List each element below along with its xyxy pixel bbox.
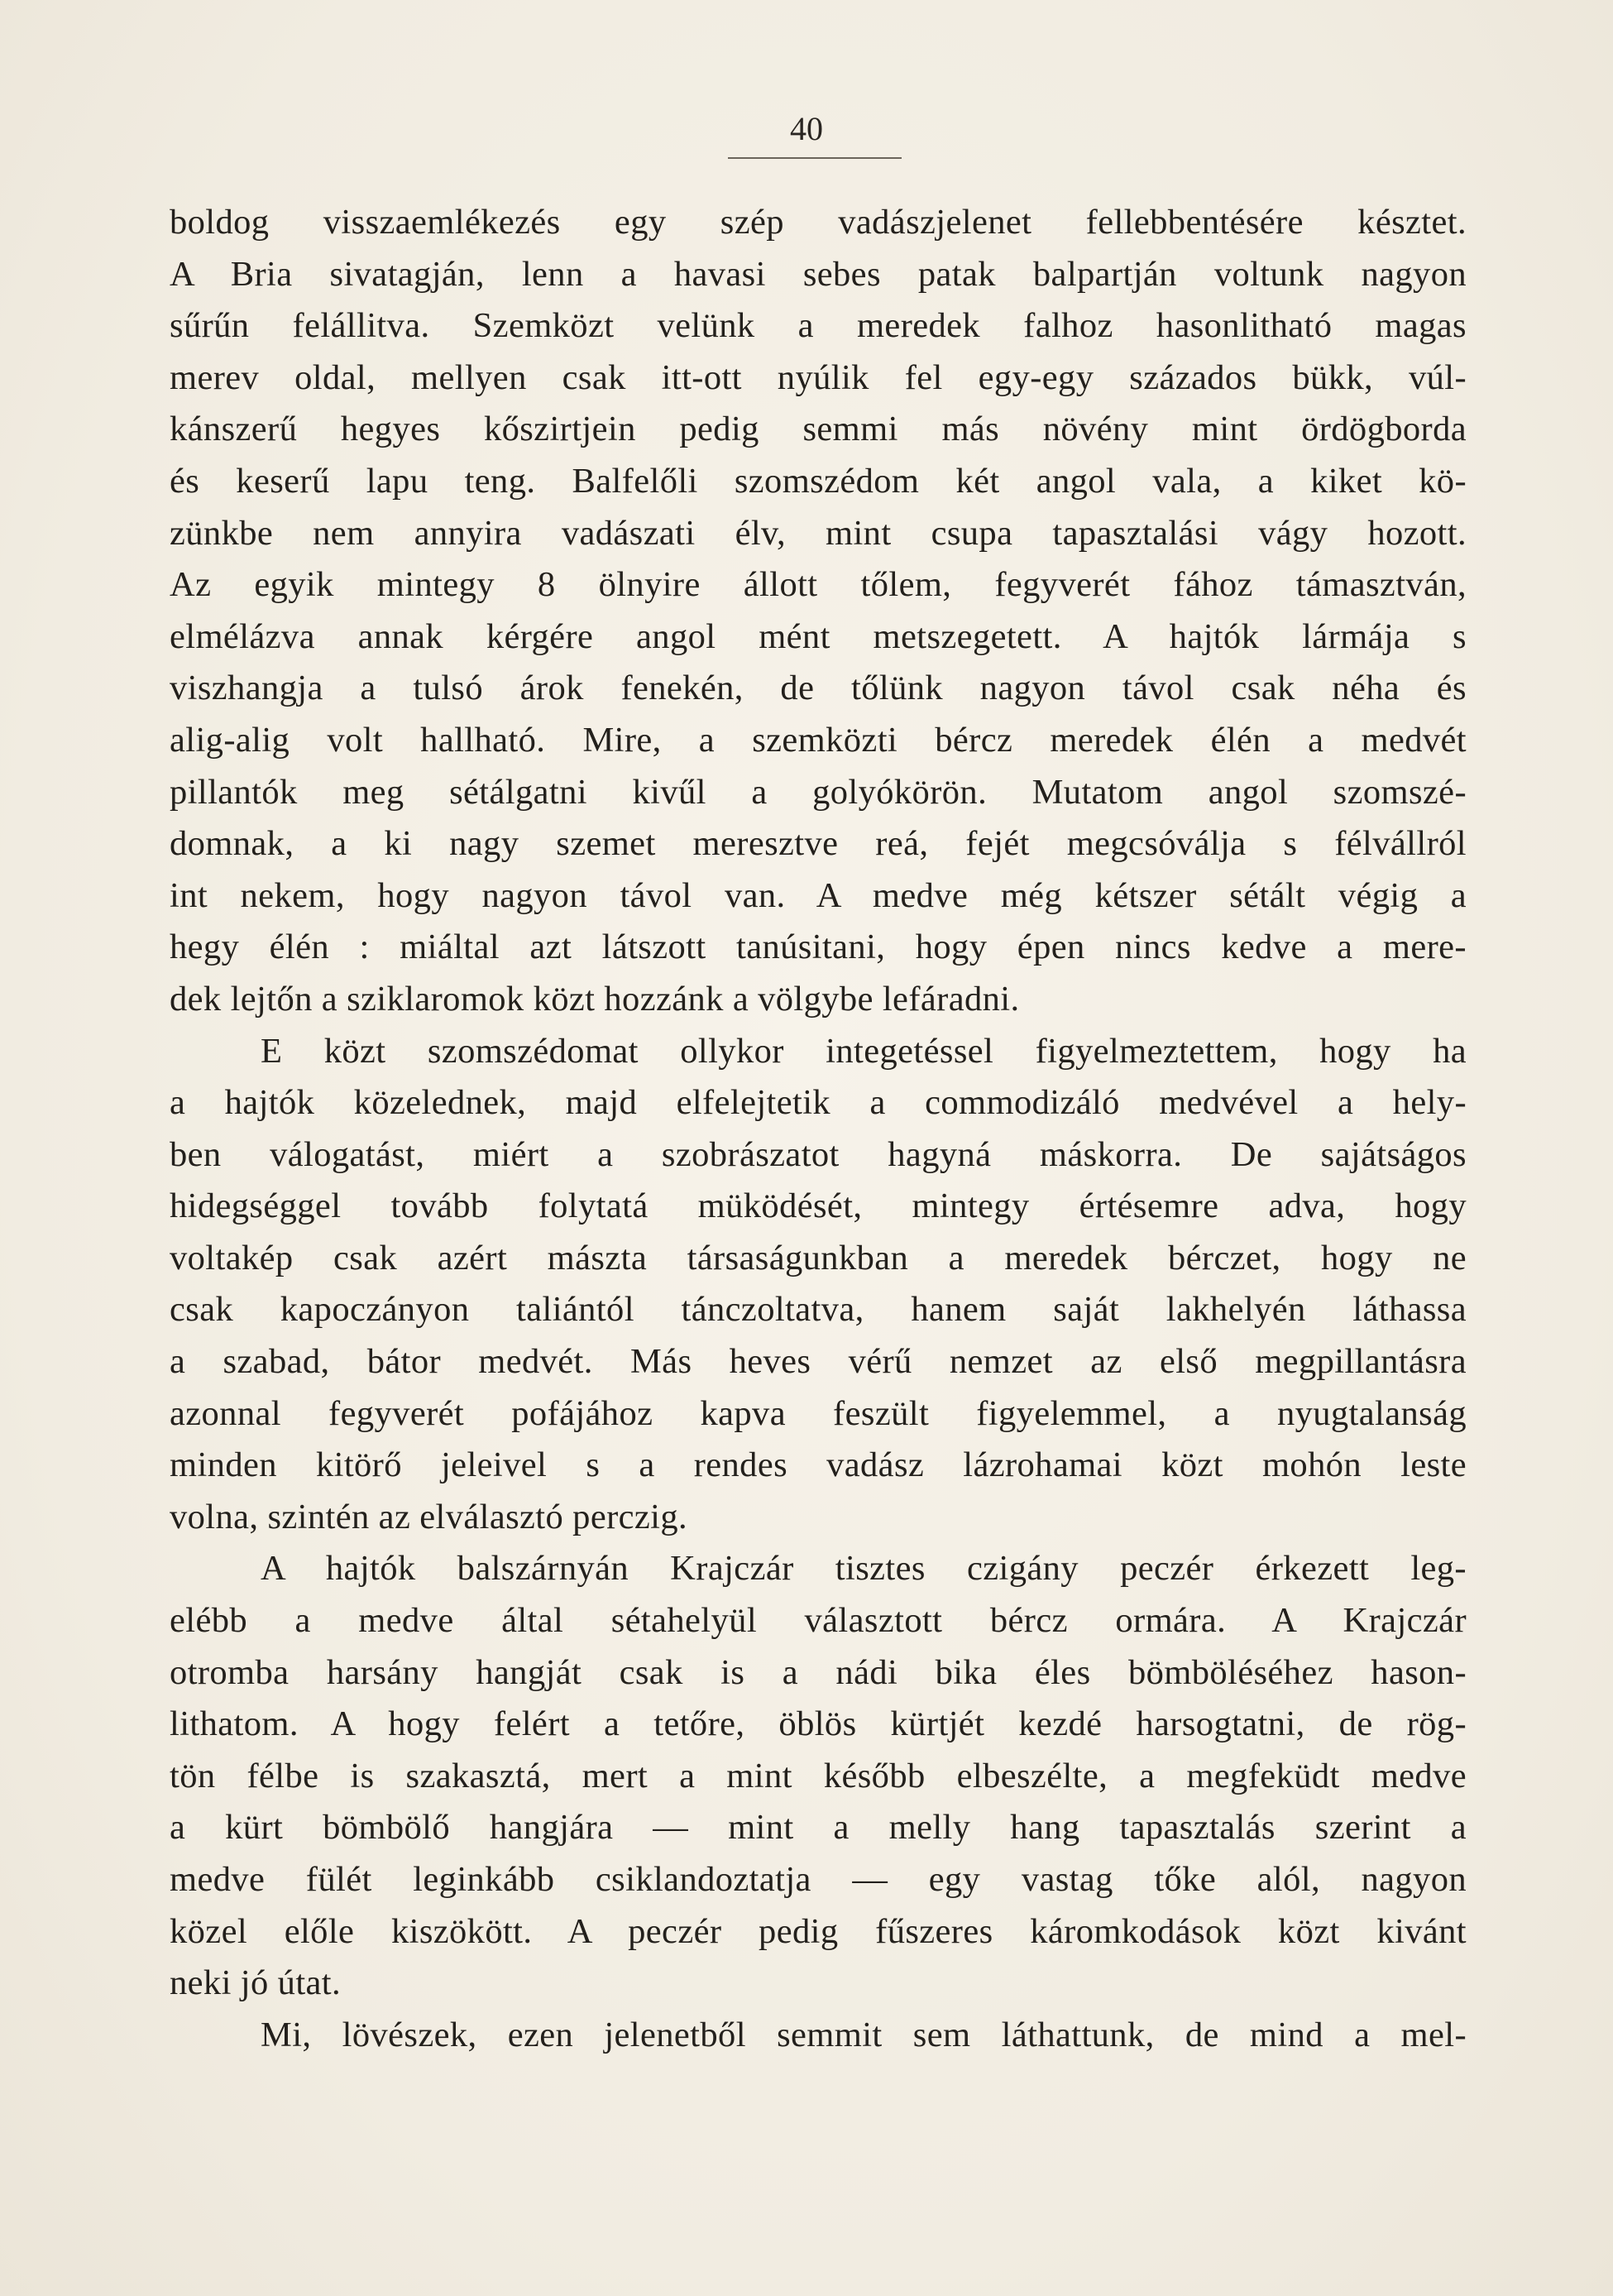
text-line: boldog visszaemlékezés egy szép vadászjelenet fellebbentésére késztet. (170, 203, 1467, 242)
text-line: lithatom. A hogy felért a tetőre, öblös kürtjét kezdé harsogtatni, de rög- (170, 1704, 1467, 1744)
text-line: domnak, a ki nagy szemet meresztve reá, fejét megcsóválja s félvállról (170, 824, 1467, 864)
text-line: elmélázva annak kérgére angol mént metszegetett. A hajtók lármája s (170, 616, 1467, 656)
text-line: A Bria sivatagján, lenn a havasi sebes patak balpartján voltunk nagyon (170, 254, 1467, 294)
paragraph-1 (170, 197, 1467, 1026)
text-line: dek lejtőn a sziklaromok közt hozzánk a völgybe lefáradni. (170, 979, 1020, 1019)
body-text (170, 197, 1467, 2061)
text-line: merev oldal, mellyen csak itt-ott nyúlik fel egy-egy százados bükk, vúl- (170, 357, 1467, 397)
text-line: csak kapoczányon taliántól tánczoltatva, hanem saját lakhelyén láthassa (170, 1290, 1467, 1330)
text-line: Az egyik mintegy 8 ölnyire állott tőlem, fegyverét fához támasztván, (170, 565, 1467, 605)
text-line: a hajtók közelednek, majd elfelejtetik a commodizáló medvével a hely- (170, 1083, 1467, 1123)
header-rule (728, 157, 902, 159)
text-line: kánszerű hegyes kőszirtjein pedig semmi más növény mint ördögborda (170, 410, 1467, 449)
text-line: neki jó útat. (170, 1963, 342, 2003)
paragraph-3 (170, 1543, 1467, 2009)
text-line: A hajtók balszárnyán Krajczár tisztes czigány peczér érkezett leg- (261, 1549, 1467, 1589)
text-line: medve fülét leginkább csiklandoztatja — egy vastag tőke alól, nagyon (170, 1860, 1467, 1899)
text-line: a szabad, bátor medvét. Más heves vérű nemzet az első megpillantásra (170, 1342, 1467, 1382)
text-line: Mi, lövészek, ezen jelenetből semmit sem láthattunk, de mind a mel- (261, 2015, 1467, 2054)
text-line: tön félbe is szakasztá, mert a mint később elbeszélte, a megfeküdt medve (170, 1756, 1467, 1795)
text-line: zünkbe nem annyira vadászati élv, mint csupa tapasztalási vágy hozott. (170, 513, 1467, 553)
text-line: pillantók meg sétálgatni kivűl a golyókörön. Mutatom angol szomszé- (170, 772, 1467, 812)
text-line: ben válogatást, miért a szobrászatot hagyná máskorra. De sajátságos (170, 1134, 1467, 1174)
text-line: hidegséggel tovább folytatá müködését, mintegy értésemre adva, hogy (170, 1186, 1467, 1226)
text-line: a kürt bömbölő hangjára — mint a melly hang tapasztalás szerint a (170, 1808, 1467, 1848)
text-line: hegy élén : miáltal azt látszott tanúsitani, hogy épen nincs kedve a mere- (170, 928, 1467, 967)
text-line: elébb a medve által sétahelyül választott bércz ormára. A Krajczár (170, 1601, 1467, 1641)
page-number: 40 (790, 110, 823, 147)
text-line: minden kitörő jeleivel s a rendes vadász lázrohamai közt mohón leste (170, 1445, 1467, 1485)
text-line: alig-alig volt hallható. Mire, a szemközti bércz meredek élén a medvét (170, 720, 1467, 760)
text-line: közel előle kiszökött. A peczér pedig fűszeres káromkodások közt kivánt (170, 1911, 1467, 1951)
text-line: azonnal fegyverét pofájához kapva feszült figyelemmel, a nyugtalanság (170, 1393, 1467, 1433)
text-line: és keserű lapu teng. Balfelőli szomszédom két angol vala, a kiket kö- (170, 461, 1467, 501)
text-line: volna, szintén az elválasztó perczig. (170, 1497, 688, 1536)
text-line: otromba harsány hangját csak is a nádi bika éles bömböléséhez hason- (170, 1652, 1467, 1692)
text-line: E közt szomszédomat ollykor integetéssel figyelmeztettem, hogy ha (261, 1031, 1467, 1071)
text-line: int nekem, hogy nagyon távol van. A medve még kétszer sétált végig a (170, 875, 1467, 915)
paragraph-4 (170, 2010, 1467, 2062)
paragraph-2 (170, 1026, 1467, 1544)
text-line: voltakép csak azért mászta társaságunkban a meredek bérczet, hogy ne (170, 1238, 1467, 1277)
text-line: sűrűn felállitva. Szemközt velünk a meredek falhoz hasonlitható magas (170, 306, 1467, 346)
text-line: viszhangja a tulsó árok fenekén, de tőlünk nagyon távol csak néha és (170, 669, 1467, 708)
